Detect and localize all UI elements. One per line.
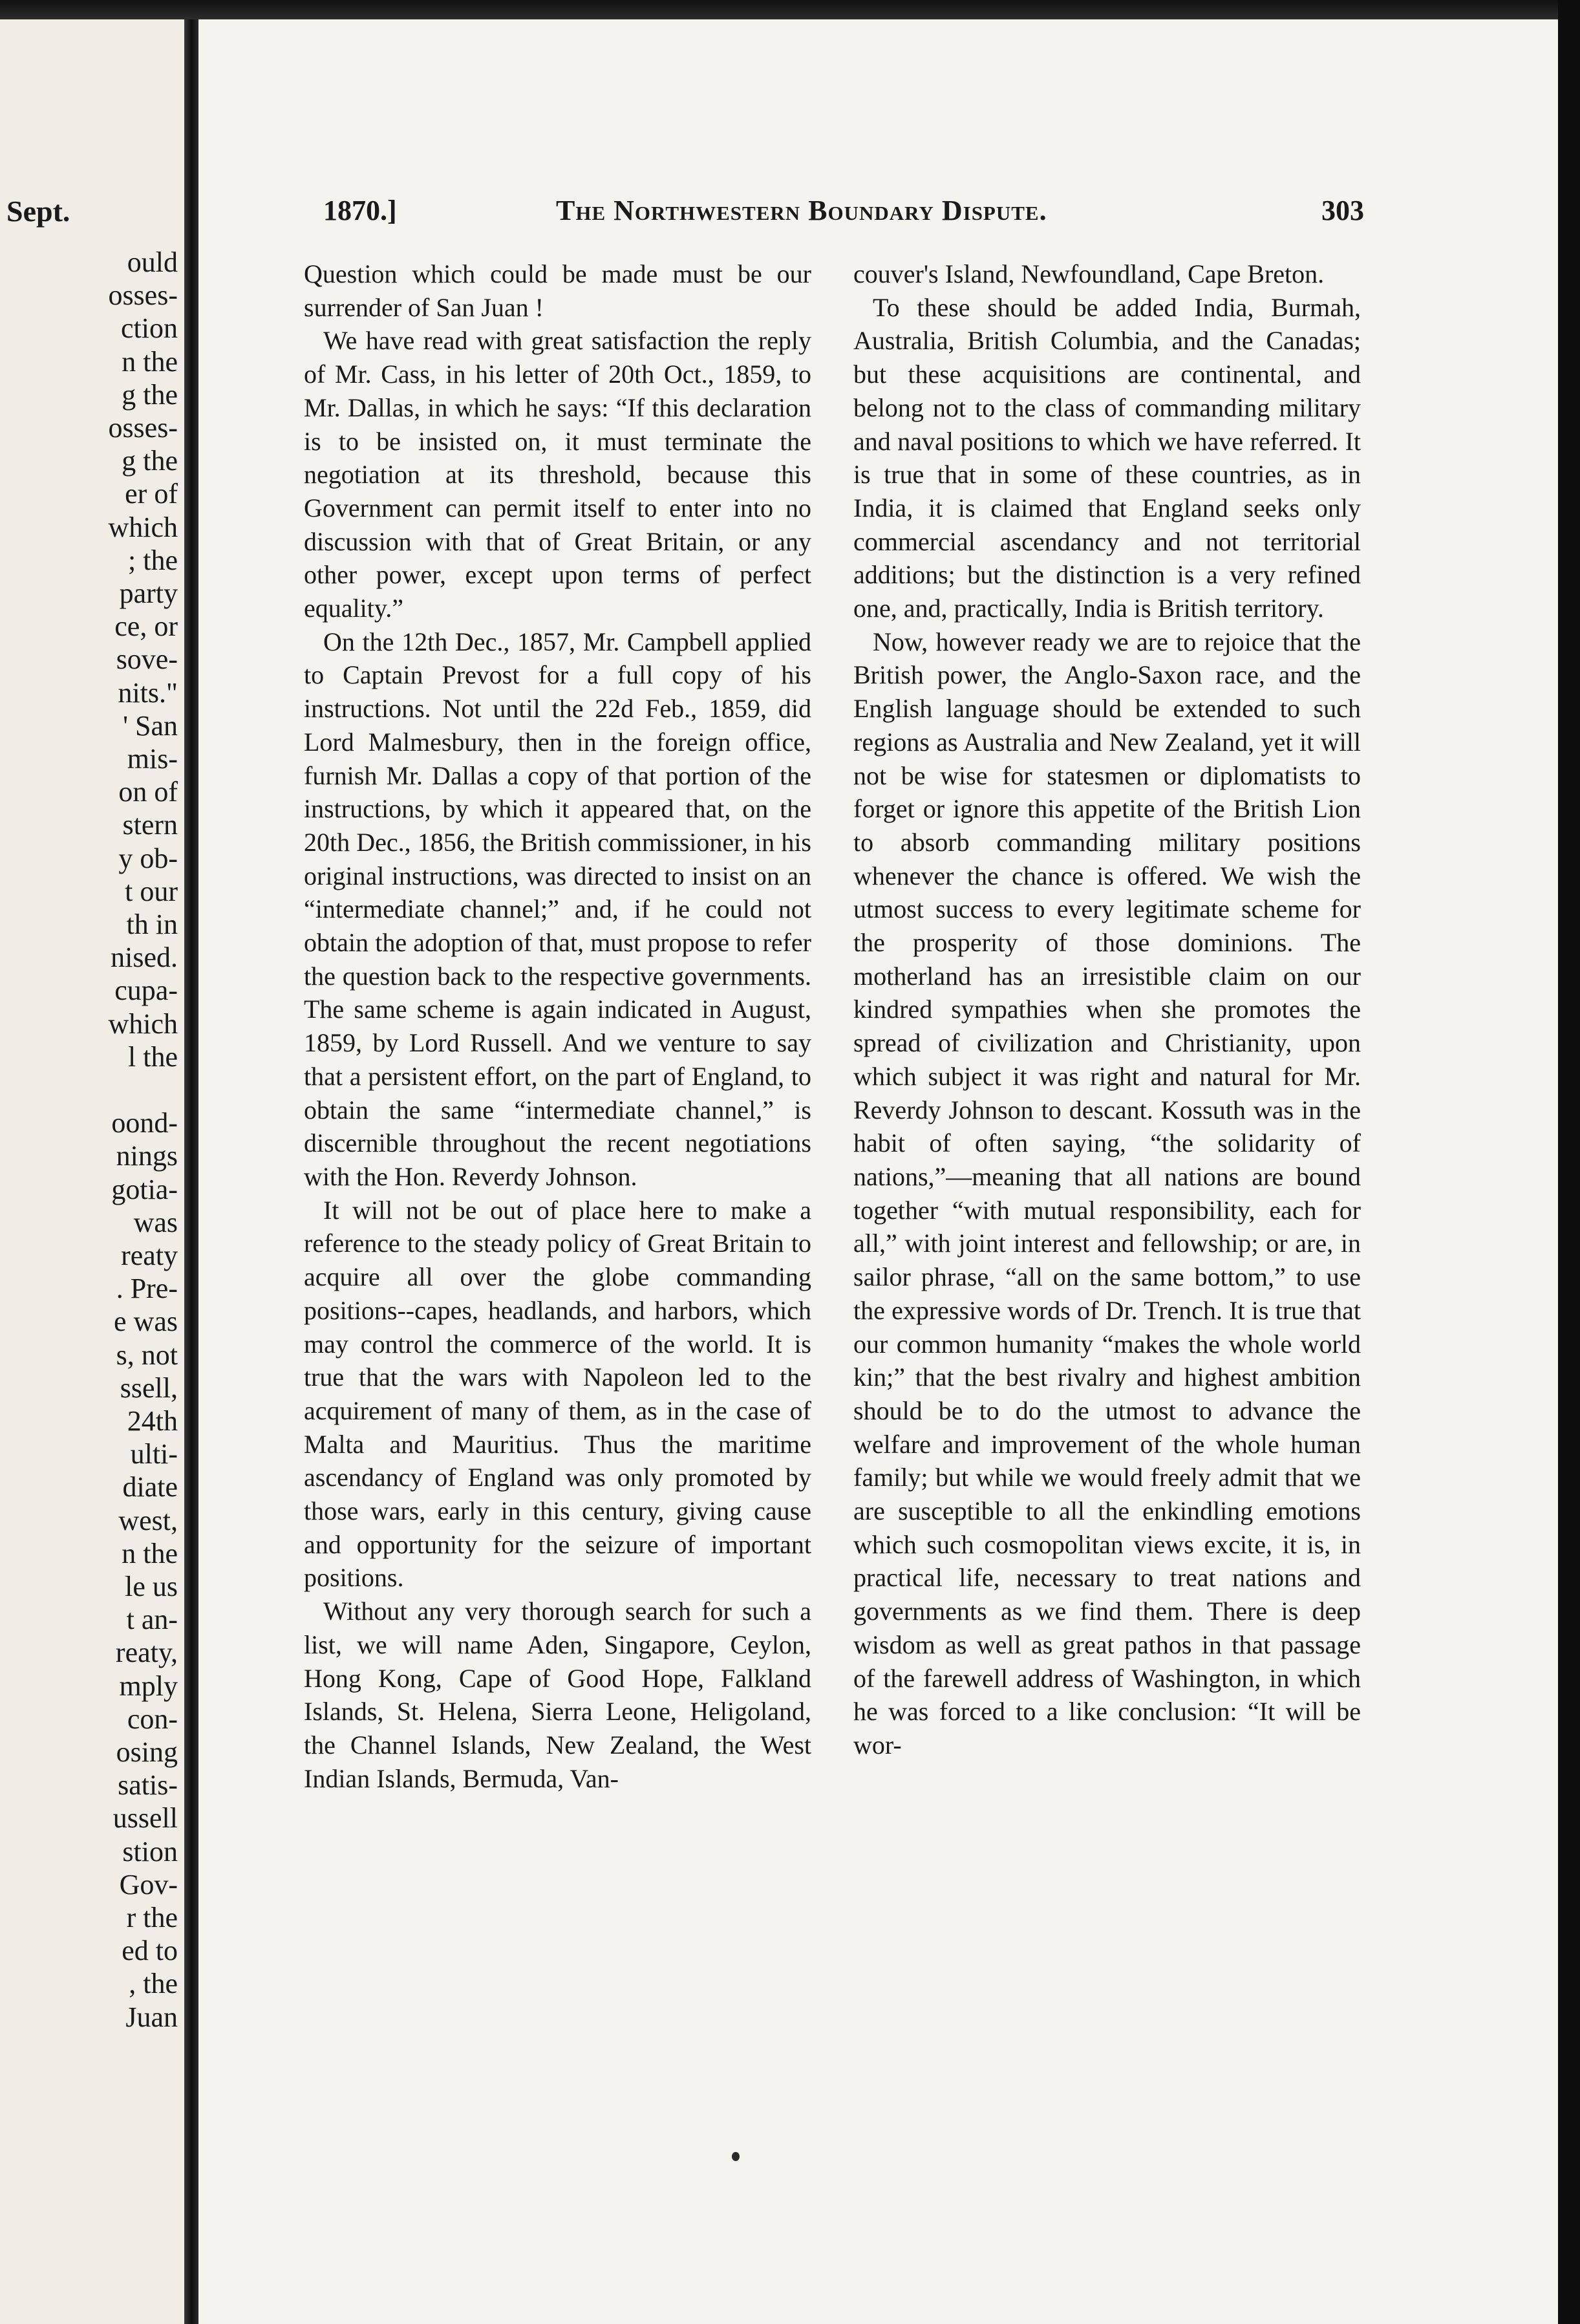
- left-page-line: . Pre-: [116, 1273, 178, 1305]
- left-page-line: west,: [118, 1504, 178, 1536]
- left-page-line: sove-: [116, 643, 178, 676]
- right-column: [853, 257, 1361, 1762]
- left-page-fragment: [0, 0, 184, 2324]
- left-page-line: ssell,: [120, 1372, 178, 1404]
- left-page-line: osses-: [108, 412, 178, 444]
- left-page-line: ould: [127, 246, 178, 278]
- book-spine: [184, 0, 198, 2324]
- running-head-title: The Northwestern Boundary Dispute.: [556, 195, 1047, 226]
- left-page-line: le us: [125, 1571, 178, 1602]
- left-page-line: con-: [127, 1703, 178, 1735]
- left-page-line: ction: [121, 312, 178, 345]
- left-page-line: which: [108, 1007, 178, 1040]
- left-page-line: e was: [114, 1306, 178, 1338]
- left-page-line: which: [108, 511, 178, 543]
- left-page-line: th in: [126, 909, 178, 940]
- left-page-line: l the: [128, 1040, 178, 1073]
- left-page-line: s, not: [116, 1339, 178, 1371]
- left-page-line: diate: [122, 1471, 178, 1503]
- left-page-line: on of: [118, 776, 178, 808]
- left-page-line: r the: [126, 1902, 178, 1933]
- running-head-year: 1870.]: [323, 195, 397, 226]
- left-page-line: was: [133, 1206, 178, 1238]
- left-page-line: y ob-: [118, 842, 178, 874]
- left-page-line: ' San: [123, 709, 178, 742]
- left-page-line: nits.": [118, 676, 178, 709]
- running-head: [323, 194, 1364, 233]
- left-column: [304, 257, 811, 1795]
- left-page-line: party: [119, 577, 178, 609]
- page-number: 303: [1321, 195, 1364, 226]
- left-page-header: Sept.: [6, 195, 70, 228]
- left-page-line: 24th: [127, 1405, 178, 1437]
- left-page-line: n the: [122, 1537, 178, 1569]
- paragraph: To these should be added India, Burmah, Australia, British Columbia, and the Canadas; but these acquisitions are continental, and belong not to the class of commanding military and naval positions to which we have referred. It is true that in some of these countries, as in India, it is claimed that England seeks only commercial ascendancy and not territorial additions; but the distinction is a very refined one, and, practically, India is British territory.: [853, 292, 1361, 623]
- paragraph: We have read with great satisfaction the reply of Mr. Cass, in his letter of 20th Oct., 1859, to Mr. Dallas, in which he says: “If this declaration is to be insisted on, it must terminate the negotiation at its threshold, because this Government can permit itself to enter into no discussion with that of Great Britain, or any other power, except upon terms of perfect equality.”: [304, 326, 811, 623]
- left-page-line: osses-: [108, 279, 178, 312]
- left-page-line: ussell: [112, 1802, 178, 1834]
- paragraph: Without any very thorough search for such a list, we will name Aden, Singapore, Ceylon, Hong Kong, Cape of Good Hope, Falkland Islands, St. Helena, Sierra Leone, Heligoland, the Channel Islands, New Zealand, the West Indian Islands, Bermuda, Van-: [304, 1597, 811, 1793]
- left-page-line: ed to: [122, 1935, 178, 1967]
- left-page-line: reaty,: [115, 1637, 178, 1669]
- left-page-line: n the: [122, 345, 178, 378]
- left-page-line: nings: [116, 1140, 178, 1172]
- left-page-line: osing: [116, 1736, 178, 1768]
- left-page-line: reaty: [121, 1240, 178, 1271]
- left-page-line: g the: [122, 445, 178, 477]
- left-page-line: stion: [122, 1835, 178, 1867]
- paragraph: Now, however ready we are to rejoice that the British power, the Anglo-Saxon race, and the English language should be extended to such regions as Australia and New Zealand, yet it will not be wise for statesmen or diplomatists to forget or ignore this appetite of the British Lion to absorb commanding military positions whenever the chance is offered. We wish the utmost success to every legitimate scheme for the prosperity of those dominions. The motherland has an irresistible claim on our kindred sympathies when she promotes the spread of civilization and Christianity, upon which subject it was right and natural for Mr. Reverdy Johnson to descant. Kossuth was in the habit of often saying, “the solidarity of nations,”—meaning that all nations are bound together “with mutual responsibility, each for all,” with joint interest and fellowship; or are, in sailor phrase, “all on the same bottom,” to use the expressive words of Dr. Trench. It is true that our common humanity “makes the whole world kin;” that the best rivalry and highest ambition should be to do the utmost to advance the welfare and improvement of the whole human family; but while we would freely admit that we are susceptible to all the enkindling emotions which such cosmopolitan views excite, it is, in practical life, necessary to treat nations and governments as we find them. There is deep wisdom as well as great pathos in that passage of the farewell address of Washington, in which he was forced to a like conclusion: “It will be wor-: [853, 627, 1361, 1759]
- left-page-line: stern: [122, 809, 178, 841]
- paragraph: On the 12th Dec., 1857, Mr. Campbell applied to Captain Prevost for a full copy of his instructions. Not until the 22d Feb., 1859, did Lord Malmesbury, then in the foreign office, furnish Mr. Dallas a copy of that portion of the instructions, by which it appeared that, on the 20th Dec., 1856, the British commissioner, in his original instructions, was directed to insist on an “intermediate channel;” and, if he could not obtain the adoption of that, must propose to refer the question back to the respective governments. The same scheme is again indicated in August, 1859, by Lord Russell. And we venture to say that a persistent effort, on the part of England, to obtain the same “intermediate channel,” is discernible throughout the recent negotiations with the Hon. Reverdy Johnson.: [304, 627, 811, 1191]
- left-page-line: mis-: [127, 743, 178, 775]
- left-page-line: gotia-: [111, 1173, 178, 1205]
- left-page-line: nised.: [111, 941, 178, 974]
- left-page-line: t our: [125, 875, 178, 907]
- left-page-line: , the: [129, 1968, 178, 2000]
- left-page-line: er of: [125, 478, 178, 510]
- right-edge: [1558, 0, 1580, 2324]
- left-page-line: Gov-: [119, 1868, 178, 1900]
- left-page-line: Juan: [125, 2001, 178, 2033]
- left-page-line: ce, or: [114, 610, 178, 643]
- left-page-line: oond-: [111, 1107, 178, 1139]
- left-page-line: cupa-: [114, 974, 178, 1007]
- ink-dot: [732, 2152, 740, 2161]
- left-page-line: satis-: [118, 1769, 178, 1802]
- paragraph: It will not be out of place here to make a reference to the steady policy of Great Britain to acquire all over the globe commanding positions--capes, headlands, and harbors, which may control the commerce of the world. It is true that the wars with Napoleon led to the acquirement of many of them, as in the case of Malta and Mauritius. Thus the maritime ascendancy of England was only promoted by those wars, early in this century, giving cause and opportunity for the seizure of important positions.: [304, 1195, 811, 1593]
- paragraph: couver's Island, Newfoundland, Cape Breton.: [853, 259, 1325, 288]
- left-page-line: t an-: [126, 1604, 178, 1636]
- left-page-line: ulti-: [130, 1438, 178, 1470]
- left-page-line: mply: [119, 1670, 178, 1702]
- left-page-line: g the: [122, 378, 178, 411]
- paragraph: Question which could be made must be our surrender of San Juan !: [304, 259, 811, 322]
- left-page-line: ; the: [128, 544, 178, 576]
- top-edge: [0, 0, 1580, 19]
